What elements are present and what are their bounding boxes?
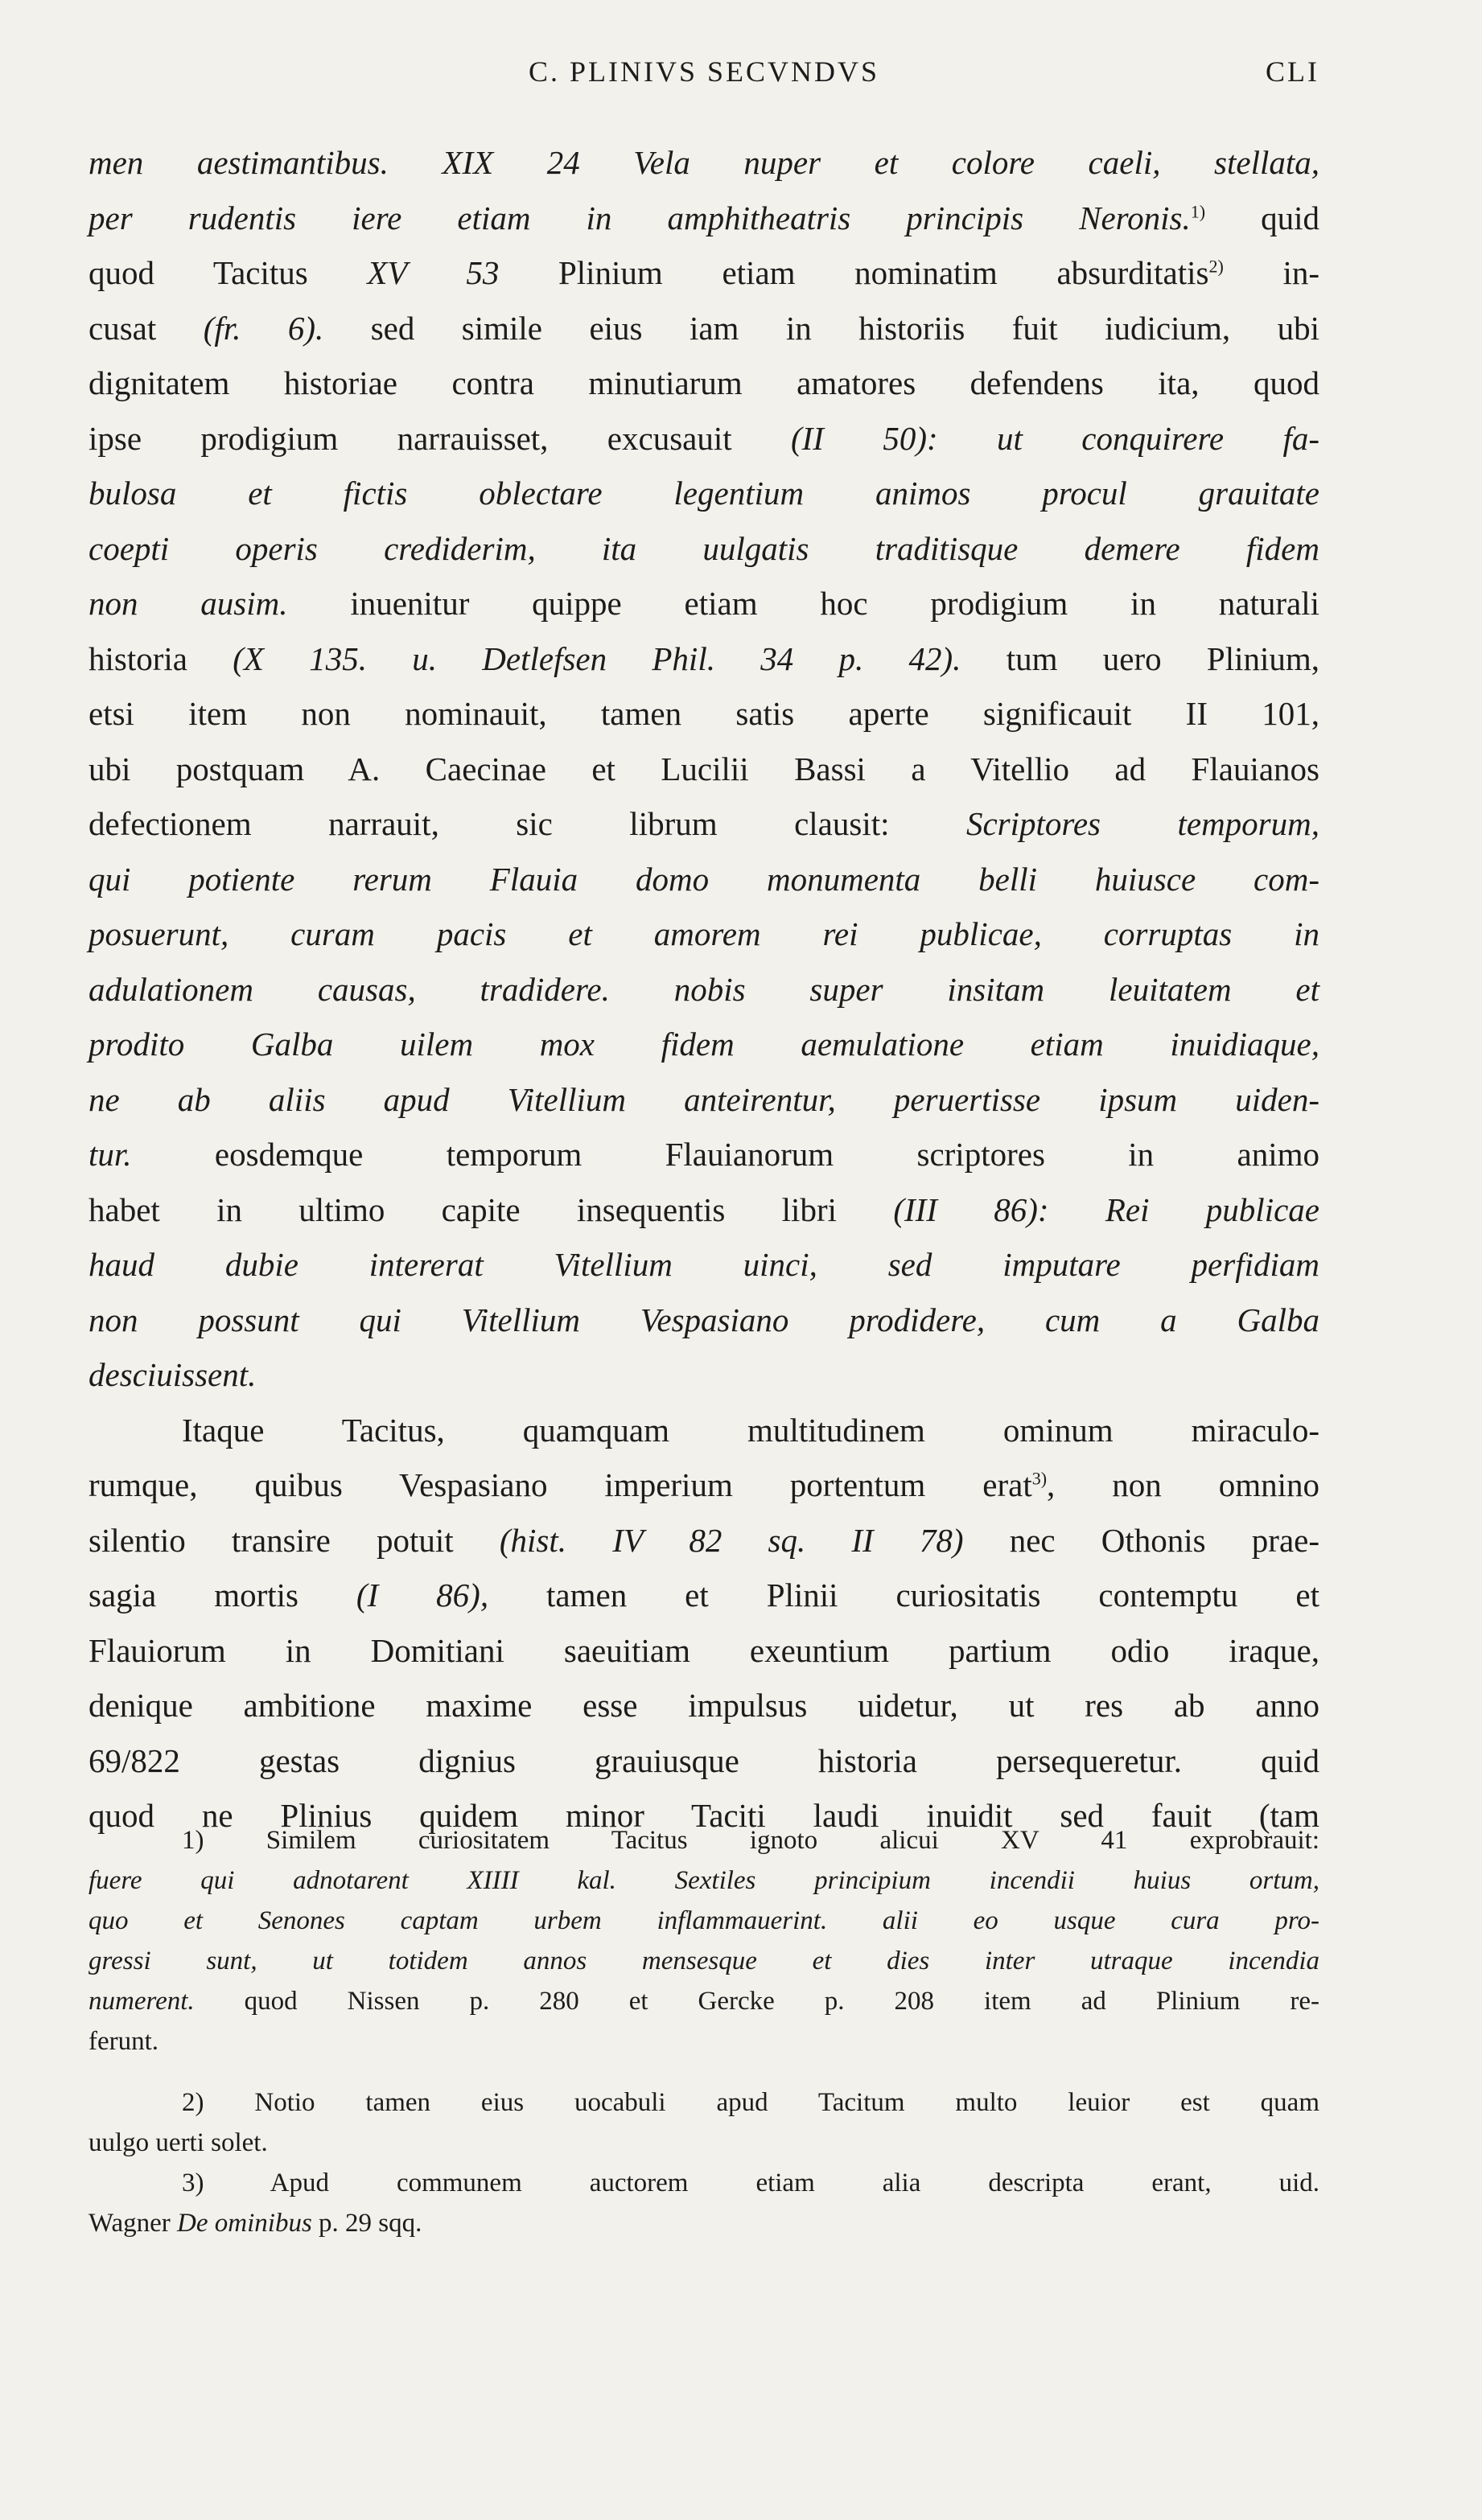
text-line: per rudentis iere etiam in amphitheatris principis Neronis.$^{1)}$ quid [89, 199, 1319, 236]
text-line: 69/822 gestas dignius grauiusque historia persequeretur. quid [89, 1741, 1319, 1779]
text-line: sagia mortis (I 86), tamen et Plinii curiositatis contemptu et [89, 1577, 1319, 1614]
text-line: etsi item non nominauit, tamen satis aperte significauit II 101, [89, 695, 1319, 732]
text-line: non possunt qui Vitellium Vespasiano prodidere, cum a Galba [89, 1301, 1319, 1338]
text-line: bulosa et fictis oblectare legentium animos procul grauitate [89, 475, 1319, 512]
footnote-line: ferunt. [89, 2027, 159, 2056]
footnote-ref: 1) [1190, 200, 1206, 221]
running-header [89, 50, 1319, 98]
text-line: haud dubie intererat Vitellium uinci, sed imputare perfidiam [89, 1246, 1319, 1283]
text-line: ubi postquam A. Caecinae et Lucilii Bassi a Vitellio ad Flauianos [89, 750, 1319, 787]
footnote-line: Wagner De ominibus p. 29 sqq. [89, 2209, 422, 2238]
footnote-line: 1) Similem curiositatem Tacitus ignoto alicui XV 41 exprobrauit: [182, 1826, 1319, 1855]
footnote-line: numerent. quod Nissen p. 280 et Gercke p. 208 item ad Plinium re- [89, 1987, 1319, 2016]
text-line: silentio transire potuit (hist. IV 82 sq. II 78) nec Othonis prae- [89, 1521, 1320, 1559]
text-line: habet in ultimo capite insequentis libri (III 86): Rei publicae [89, 1190, 1319, 1228]
footnote-line: gressi sunt, ut totidem annos mensesque et dies inter utraque incendia [89, 1947, 1319, 1975]
text-line: historia (X 135. u. Detlefsen Phil. 34 p. 42). tum uero Plinium, [89, 639, 1320, 677]
text-line: non ausim. inuenitur quippe etiam hoc prodigium in naturali [89, 585, 1319, 622]
footnote-1 [89, 1820, 1319, 2062]
footnote-2 [89, 2082, 1319, 2163]
text-line: defectionem narrauit, sic librum clausit: Scriptores temporum, [89, 805, 1319, 842]
main-text [89, 135, 1319, 1844]
text-line: ipse prodigium narrauisset, excusauit (II 50): ut conquirere fa- [89, 419, 1319, 457]
text-line: qui potiente rerum Flauia domo monumenta belli huiusce com- [89, 860, 1319, 898]
text-line: prodito Galba uilem mox fidem aemulatione etiam inuidiaque, [89, 1026, 1319, 1063]
footnote-line: fuere qui adnotarent XIIII kal. Sextiles principium incendii huius ortum, [89, 1866, 1319, 1895]
footnote-line: quo et Senones captam urbem inflammauerint. alii eo usque cura pro- [89, 1906, 1319, 1935]
footnotes [89, 1820, 1319, 2243]
text-line: tur. eosdemque temporum Flauianorum scriptores in animo [89, 1136, 1319, 1173]
text-line: Flauiorum in Domitiani saeuitiam exeuntium partium odio iraque, [89, 1631, 1319, 1669]
footnote-line: 3) Apud communem auctorem etiam alia descripta erant, uid. [182, 2169, 1319, 2197]
text-line: coepti operis crediderim, ita uulgatis traditisque demere fidem [89, 529, 1319, 567]
footnote-ref: 2) [1208, 256, 1224, 277]
text-line: rumque, quibus Vespasiano imperium portentum erat$^{3)}$, non omnino [89, 1466, 1319, 1503]
page-number: CLI [1266, 55, 1319, 88]
text-line: adulationem causas, tradidere. nobis super insitam leuitatem et [89, 970, 1319, 1008]
footnote-ref: 3) [1031, 1468, 1048, 1489]
text-line: quod ne Plinius quidem minor Taciti laudi inuidit sed fauit (tam [89, 1797, 1319, 1834]
text-line: men aestimantibus. XIX 24 Vela nuper et colore caeli, stellata, [89, 144, 1319, 181]
text-line: quod Tacitus XV 53 Plinium etiam nominatim absurditatis$^{2)}$ in- [89, 254, 1319, 291]
text-line: cusat (fr. 6). sed simile eius iam in historiis fuit iudicium, ubi [89, 309, 1319, 347]
text-line: denique ambitione maxime esse impulsus uidetur, ut res ab anno [89, 1687, 1319, 1724]
paragraph-start-line: Itaque Tacitus, quamquam multitudinem ominum miraculo- [182, 1411, 1319, 1449]
footnote-3 [89, 2163, 1319, 2243]
text-line: dignitatem historiae contra minutiarum amatores defendens ita, quod [89, 364, 1319, 401]
text-line: desciuissent. [89, 1356, 257, 1393]
footnote-line: uulgo uerti solet. [89, 2128, 268, 2157]
footnote-line: 2) Notio tamen eius uocabuli apud Tacitum multo leuior est quam [182, 2088, 1319, 2117]
text-line: posuerunt, curam pacis et amorem rei publicae, corruptas in [89, 915, 1319, 952]
running-title: C. PLINIVS SECVNDVS [528, 55, 880, 88]
text-line: ne ab aliis apud Vitellium anteirentur, peruertisse ipsum uiden- [89, 1080, 1319, 1118]
